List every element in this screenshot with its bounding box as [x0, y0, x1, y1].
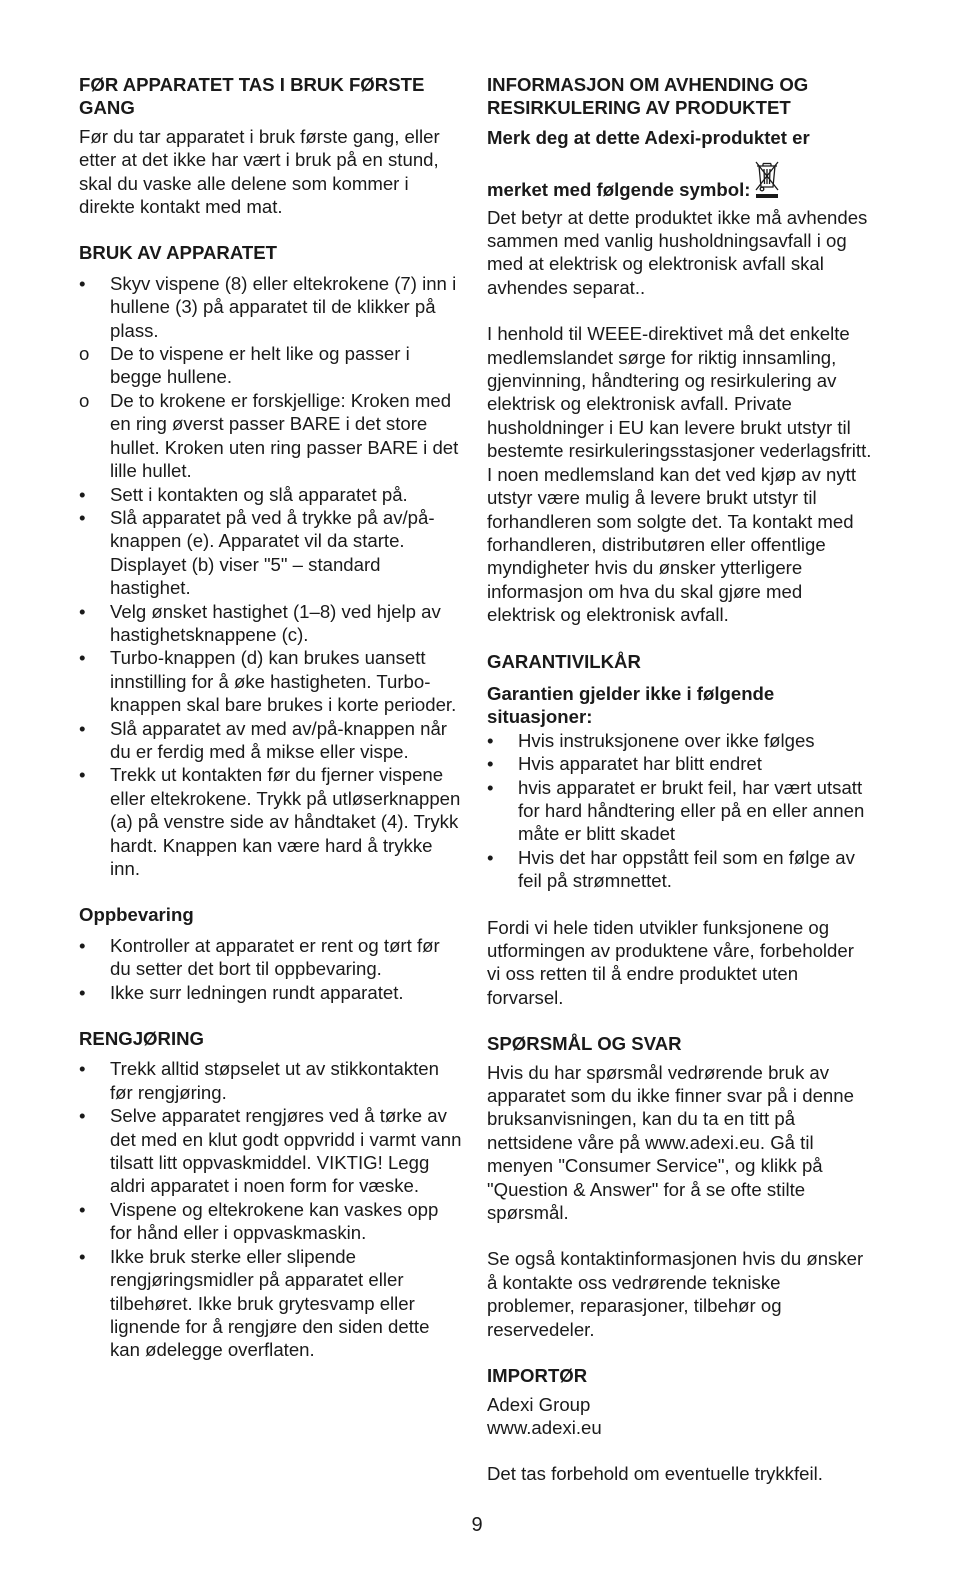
list-item — [79, 483, 463, 506]
list-item-text: Kontroller at apparatet er rent og tørt før du setter det bort til oppbevaring. — [110, 934, 440, 980]
list-item — [79, 717, 463, 764]
first-use-section — [79, 73, 463, 218]
disposal-note-line2-row — [487, 160, 872, 205]
list-marker: o — [79, 343, 90, 365]
list-item — [487, 846, 872, 893]
importer-name: Adexi Group — [487, 1393, 591, 1415]
importer-section — [487, 1364, 872, 1486]
list-item-text: De to vispene er helt like og passer i begge hullene. — [110, 343, 410, 388]
list-marker: • — [487, 846, 494, 868]
list-item-text: Slå apparatet på ved å trykke på av/på-knappen (e). Apparatet vil da starte. Displayet (b) viser "5" – standard hastighet. — [110, 506, 435, 599]
list-item-text: Selve apparatet rengjøres ved å tørke av det med en klut godt oppvridd i varmt vann tilsatt litt oppvaskmiddel. VIKTIG! Legg aldri apparatet i noen form for væske. — [110, 1105, 462, 1197]
right-column — [487, 73, 872, 1486]
list-item — [487, 752, 872, 775]
list-item-text: Velg ønsket hastighet (1–8) ved hjelp av hastighetsknappene (c). — [110, 600, 441, 645]
list-item-text: Hvis det har oppstått feil som en følge av feil på strømnettet. — [518, 846, 855, 892]
warranty-subheading: Garantien gjelder ikke i følgende situasjoner: — [487, 682, 775, 728]
list-marker: • — [79, 647, 86, 669]
list-marker: • — [79, 764, 86, 786]
first-use-heading: FØR APPARATET TAS I BRUK FØRSTE GANG — [79, 74, 425, 119]
list-item-text: Slå apparatet av med av/på-knappen når du er ferdig med å mikse eller vispe. — [110, 717, 447, 762]
list-marker: • — [79, 1198, 86, 1220]
list-marker: • — [79, 483, 86, 505]
disposal-heading: INFORMASJON OM AVHENDING OG RESIRKULERING AV PRODUKTET — [487, 74, 809, 119]
list-marker: • — [79, 600, 86, 622]
qa-text-2: Se også kontaktinformasjonen hvis du ønsker å kontakte oss vedrørende tekniske problemer, reparasjoner, tilbehør og reservedeler. — [487, 1248, 864, 1340]
list-item-text: hvis apparatet er brukt feil, har vært utsatt for hard håndtering eller på en eller annen måte er blitt skadet — [518, 776, 865, 845]
list-marker: • — [79, 981, 86, 1003]
list-marker: • — [79, 1105, 86, 1127]
list-marker: • — [79, 1058, 86, 1080]
disposal-text-2: I henhold til WEEE-direktivet må det enkelte medlemslandet sørge for riktig innsamling, gjenvinning, håndtering og resirkulering av elektrisk og elektronisk avfall. Private husholdninger i EU kan levere brukt utstyr til bestemte resirkuleringsstasjoner vederlagsfritt. I noen medlemsland kan det ved kjøp av nytt utstyr være mulig å levere brukt utstyr til forhandleren som solgte det. Ta kontakt med forhandleren, distributøren eller offentlige myndigheter hvis du ønsker ytterligere informasjon om hva du skal gjøre med elektrisk og elektronisk avfall. — [487, 323, 872, 626]
list-item-text: Hvis apparatet har blitt endret — [518, 753, 762, 775]
cleaning-list — [79, 1057, 463, 1361]
storage-heading: Oppbevaring — [79, 904, 194, 926]
list-marker: o — [79, 389, 90, 411]
use-heading: BRUK AV APPARATET — [79, 242, 277, 264]
page-number: 9 — [471, 1514, 483, 1536]
list-item — [79, 1057, 463, 1104]
warranty-section — [487, 650, 872, 1010]
cleaning-section — [79, 1027, 463, 1362]
warranty-text: Fordi vi hele tiden utvikler funksjonene og utformingen av produktene våre, forbeholder vi oss retten til å endre produktet uten forvarsel. — [487, 916, 854, 1008]
list-item — [79, 342, 463, 389]
list-item — [79, 934, 463, 981]
list-marker: • — [79, 1245, 86, 1267]
list-marker: • — [79, 272, 86, 294]
list-item — [79, 1245, 463, 1362]
disposal-section — [487, 73, 872, 627]
list-item — [487, 729, 872, 752]
crossed-out-wheelie-bin-icon — [754, 160, 780, 205]
list-item-text: Trekk alltid støpselet ut av stikkontakten før rengjøring. — [110, 1058, 439, 1103]
storage-section — [79, 903, 463, 1004]
list-item — [79, 600, 463, 647]
list-item-text: Ikke surr ledningen rundt apparatet. — [110, 981, 404, 1003]
disposal-text-1: Det betyr at dette produktet ikke må avhendes sammen med vanlig husholdningsavfall i og med at elektrisk og elektronisk avfall skal avhendes separat.. — [487, 206, 868, 298]
list-item-text: Ikke bruk sterke eller slipende rengjøringsmidler på apparatet eller tilbehøret. Ikke bruk grytesvamp eller lignende for å rengjøre den siden dette kan ødelegge overflaten. — [110, 1245, 430, 1361]
disposal-note-line1: Merk deg at dette Adexi-produktet er — [487, 126, 810, 148]
list-item — [79, 646, 463, 716]
list-item — [79, 763, 463, 880]
disposal-note-line2: merket med følgende symbol: — [487, 179, 751, 201]
list-item — [79, 506, 463, 600]
qa-section — [487, 1032, 872, 1341]
qa-heading: SPØRSMÅL OG SVAR — [487, 1033, 682, 1055]
first-use-text: Før du tar apparatet i bruk første gang, eller etter at det ikke har vært i bruk på en stund, skal du vaske alle delene som kommer i direkte kontakt med mat. — [79, 125, 440, 218]
storage-list — [79, 934, 463, 1004]
list-item-text: De to krokene er forskjellige: Kroken med en ring øverst passer BARE i det store hullet. Kroken uten ring passer BARE i det lille hullet. — [110, 389, 459, 482]
importer-heading: IMPORTØR — [487, 1365, 588, 1387]
list-item — [79, 389, 463, 483]
list-marker: • — [79, 506, 86, 528]
list-item-text: Trekk ut kontakten før du fjerner vispene eller eltekrokene. Trykk på utløserknappen (a) på venstre side av håndtaket (4). Trykk hardt. Knappen kan være hard å trykke inn. — [110, 764, 461, 879]
list-item — [79, 1198, 463, 1245]
list-item — [79, 272, 463, 342]
list-item — [79, 1104, 463, 1198]
importer-disclaimer: Det tas forbehold om eventuelle trykkfeil. — [487, 1463, 823, 1485]
list-marker: • — [487, 776, 494, 798]
use-list — [79, 272, 463, 881]
list-item-text: Turbo-knappen (d) kan brukes uansett innstilling for å øke hastigheten. Turbo-knappen skal bare brukes i korte perioder. — [110, 647, 457, 716]
use-section — [79, 241, 463, 880]
list-marker: • — [487, 729, 494, 751]
list-item-text: Sett i kontakten og slå apparatet på. — [110, 483, 408, 505]
list-item-text: Vispene og eltekrokene kan vaskes opp for hånd eller i oppvaskmaskin. — [110, 1198, 439, 1244]
list-item — [79, 981, 463, 1004]
importer-url: www.adexi.eu — [487, 1416, 602, 1438]
qa-text-1: Hvis du har spørsmål vedrørende bruk av apparatet som du ikke finner svar på i denne bruksanvisningen, kan du ta en titt på nettsidene våre på www.adexi.eu. Gå til menyen "Consumer Service", og klikk på "Question & Answer" for å se ofte stilte spørsmål. — [487, 1061, 854, 1224]
list-marker: • — [79, 934, 86, 956]
list-item-text: Hvis instruksjonene over ikke følges — [518, 729, 815, 751]
list-marker: • — [79, 717, 86, 739]
list-item-text: Skyv vispene (8) eller eltekrokene (7) inn i hullene (3) på apparatet til de klikker på plass. — [110, 272, 457, 341]
list-marker: • — [487, 753, 494, 775]
cleaning-heading: RENGJØRING — [79, 1028, 205, 1050]
warranty-heading: GARANTIVILKÅR — [487, 650, 641, 672]
left-column — [79, 73, 463, 1362]
warranty-list — [487, 729, 872, 893]
list-item — [487, 776, 872, 846]
